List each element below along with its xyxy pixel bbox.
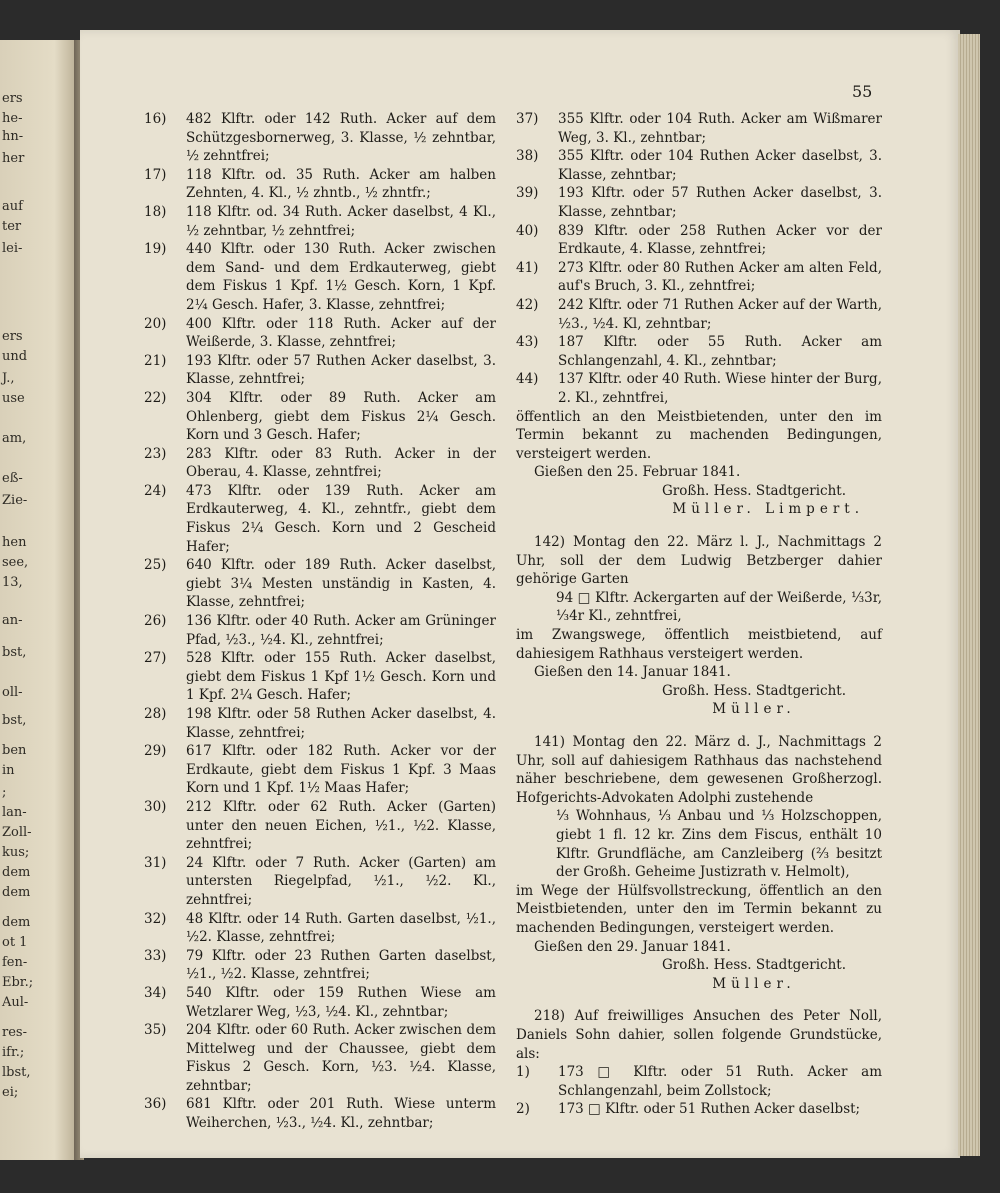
fragment-text: ot 1 xyxy=(2,935,28,950)
entry-number: 33) xyxy=(144,947,167,964)
fragment-text: hn- xyxy=(2,129,24,144)
entry-text: 242 Klftr. oder 71 Ruthen Acker auf der Warth, ½3., ½4. Kl, zehntbar; xyxy=(558,296,882,332)
entry-number: 25) xyxy=(144,557,167,574)
right-column xyxy=(516,110,882,1119)
list-entry xyxy=(516,1063,882,1100)
list-entry xyxy=(516,147,882,184)
entry-number: 43) xyxy=(516,334,539,351)
entry-number: 42) xyxy=(516,296,539,313)
list-entry xyxy=(144,984,496,1021)
entry-number: 18) xyxy=(144,203,167,220)
fragment-text: ers xyxy=(2,91,23,106)
entry-number: 32) xyxy=(144,910,167,927)
entry-number: 29) xyxy=(144,743,167,760)
notice-text: 142) Montag den 22. März l. J., Nachmittags 2 Uhr, soll der dem Ludwig Betzberger dahier gehörige Garten xyxy=(516,534,882,588)
notice-text: im Wege der Hülfsvollstreckung, öffentlich an den Meistbietenden, unter den im Termin bekannt zu machenden Bedingungen, versteigert werden. xyxy=(516,882,882,936)
fragment-text: ers xyxy=(2,329,23,344)
fragment-text: her xyxy=(2,151,25,166)
entry-text: 273 Klftr. oder 80 Ruthen Acker am alten Feld, auf's Bruch, 3. Kl., zehntfrei; xyxy=(558,259,882,295)
fragment-text: Ebr.; xyxy=(2,975,34,990)
entry-text: 440 Klftr. oder 130 Ruth. Acker zwischen dem Sand- und dem Erdkauterweg, giebt dem Fiskus 1 Kpf. 1½ Gesch. Korn, 1 Kpf. 2¼ Gesch. Hafer, 3. Klasse, zehntfrei; xyxy=(186,241,496,313)
entry-number: 34) xyxy=(144,984,167,1001)
entry-number: 30) xyxy=(144,798,167,815)
entry-number: 24) xyxy=(144,482,167,499)
fragment-text: lei- xyxy=(2,241,23,256)
list-entry xyxy=(144,910,496,947)
page-edges xyxy=(958,34,980,1156)
list-entry xyxy=(144,947,496,984)
fragment-text: dem xyxy=(2,865,31,880)
list-entry xyxy=(144,482,496,556)
page-number: 55 xyxy=(852,82,873,101)
fragment-text: Aul- xyxy=(2,995,29,1010)
fragment-text: ; xyxy=(2,785,7,800)
entry-text: 48 Klftr. oder 14 Ruth. Garten daselbst, ½1., ½2. Klasse, zehntfrei; xyxy=(186,910,496,946)
entry-text: 173 □ Klftr. oder 51 Ruthen Acker daselbst; xyxy=(558,1101,861,1118)
list-entry xyxy=(144,110,496,166)
list-entry xyxy=(144,166,496,203)
notice-text: 141) Montag den 22. März d. J., Nachmittags 2 Uhr, soll auf dahiesigem Rathhaus das nachstehend näher beschriebene, dem gewesenen Großherzogl. Hofgerichts-Advokaten Adolphi zustehende xyxy=(516,734,882,806)
list-entry xyxy=(144,854,496,910)
entry-number: 38) xyxy=(516,148,539,165)
entry-text: 137 Klftr. oder 40 Ruth. Wiese hinter der Burg, 2. Kl., zehntfrei, xyxy=(558,371,882,406)
entry-text: 198 Klftr. oder 58 Ruthen Acker daselbst, 4. Klasse, zehntfrei; xyxy=(186,706,496,741)
list-entry xyxy=(144,556,496,612)
entry-text: 640 Klftr. oder 189 Ruth. Acker daselbst, giebt 3¼ Mesten unständig in Kasten, 4. Klasse, zehntfrei; xyxy=(186,557,496,611)
list-entry xyxy=(516,259,882,296)
entry-number: 1) xyxy=(516,1064,530,1081)
entry-text: 118 Klftr. od. 34 Ruth. Acker daselbst, 4 Kl., ½ zehntbar, ½ zehntfrei; xyxy=(186,203,496,239)
list-entry xyxy=(144,240,496,314)
list-entry xyxy=(144,612,496,649)
fragment-text: am, xyxy=(2,431,27,446)
entry-text: 79 Klftr. oder 23 Ruthen Garten daselbst, ½1., ½2. Klasse, zehntfrei; xyxy=(186,947,496,983)
fragment-text: dem xyxy=(2,915,31,930)
entry-number: 22) xyxy=(144,389,167,406)
entry-text: 839 Klftr. oder 258 Ruthen Acker vor der Erdkaute, 4. Klasse, zehntfrei; xyxy=(558,222,882,258)
fragment-text: und xyxy=(2,349,28,364)
fragment-text: 13, xyxy=(2,575,23,590)
closing-text: öffentlich an den Meistbietenden, unter den im Termin bekannt zu machenden Bedingungen, versteigert werden. xyxy=(516,408,882,462)
court-signature: Großh. Hess. Stadtgericht. xyxy=(661,682,847,699)
entry-number: 21) xyxy=(144,352,167,369)
fragment-text: he- xyxy=(2,111,23,126)
entry-number: 39) xyxy=(516,185,539,202)
place-date: Gießen den 25. Februar 1841. xyxy=(534,464,741,481)
fragment-text: Zie- xyxy=(2,493,28,508)
entry-text: 528 Klftr. oder 155 Ruth. Acker daselbst, giebt dem Fiskus 1 Kpf 1½ Gesch. Korn und 1 Kpf. 2¼ Gesch. Hafer; xyxy=(186,650,496,704)
fragment-text: fen- xyxy=(2,955,28,970)
entry-text: 540 Klftr. oder 159 Ruthen Wiese am Wetzlarer Weg, ½3, ½4. Kl., zehntbar; xyxy=(186,984,496,1020)
entry-text: 400 Klftr. oder 118 Ruth. Acker auf der Weißerde, 3. Klasse, zehntfrei; xyxy=(186,315,496,351)
entry-number: 40) xyxy=(516,222,539,239)
entry-text: 118 Klftr. od. 35 Ruth. Acker am halben Zehnten, 4. Kl., ½ zhntb., ½ zhntfr.; xyxy=(186,166,496,202)
entry-text: 355 Klftr. oder 104 Ruth. Acker am Wißmarer Weg, 3. Kl., zehntbar; xyxy=(558,111,882,146)
fragment-text: use xyxy=(2,391,25,406)
fragment-text: dem xyxy=(2,885,31,900)
entry-number: 20) xyxy=(144,315,167,332)
fragment-text: res- xyxy=(2,1025,27,1040)
entry-text: 24 Klftr. oder 7 Ruth. Acker (Garten) am untersten Riegelpfad, ½1., ½2. Kl., zehntfrei; xyxy=(186,854,496,908)
fragment-text: see, xyxy=(2,555,29,570)
fragment-text: an- xyxy=(2,613,23,628)
fragment-text: hen xyxy=(2,535,27,550)
signatory-names: Müller. xyxy=(712,975,796,992)
entry-text: 187 Klftr. oder 55 Ruth. Acker am Schlangenzahl, 4. Kl., zehntbar; xyxy=(558,334,882,369)
fragment-text: bst, xyxy=(2,645,27,660)
entry-number: 44) xyxy=(516,371,539,388)
entry-text: 355 Klftr. oder 104 Ruthen Acker daselbst, 3. Klasse, zehntbar; xyxy=(558,148,882,183)
entry-number: 23) xyxy=(144,445,167,462)
fragment-text: ben xyxy=(2,743,27,758)
entry-number: 28) xyxy=(144,706,167,722)
entry-text: 136 Klftr. oder 40 Ruth. Acker am Grüninger Pfad, ½3., ½4. Kl., zehntfrei; xyxy=(186,613,496,648)
entry-number: 36) xyxy=(144,1096,167,1113)
list-entry xyxy=(144,742,496,798)
entry-text: 681 Klftr. oder 201 Ruth. Wiese unterm Weiherchen, ½3., ½4. Kl., zehntbar; xyxy=(186,1096,496,1132)
list-entry xyxy=(144,649,496,705)
entry-text: 212 Klftr. oder 62 Ruth. Acker (Garten) unter den neuen Eichen, ½1., ½2. Klasse, zehntfrei; xyxy=(186,798,496,853)
notice-text: 218) Auf freiwilliges Ansuchen des Peter Noll, Daniels Sohn dahier, sollen folgende Grundstücke, als: xyxy=(516,1008,882,1062)
entry-number: 31) xyxy=(144,854,167,871)
place-date: Gießen den 29. Januar 1841. xyxy=(534,938,731,955)
entry-text: 193 Klftr. oder 57 Ruthen Acker daselbst, 3. Klasse, zehntbar; xyxy=(558,185,882,220)
entry-text: 283 Klftr. oder 83 Ruth. Acker in der Oberau, 4. Klasse, zehntfrei; xyxy=(186,445,496,481)
entry-text: 473 Klftr. oder 139 Ruth. Acker am Erdkauterweg, 4. Kl., zehntfr., giebt dem Fiskus 2¼ Gesch. Korn und 2 Gescheid Hafer; xyxy=(186,482,496,555)
left-column xyxy=(144,110,496,1133)
list-entry xyxy=(144,352,496,389)
fragment-text: J., xyxy=(2,371,15,386)
entry-number: 37) xyxy=(516,111,539,127)
entry-text: 304 Klftr. oder 89 Ruth. Acker am Ohlenberg, giebt dem Fiskus 2¼ Gesch. Korn und 3 Gesch. Hafer; xyxy=(186,389,496,444)
notice-item: ⅓ Wohnhaus, ⅓ Anbau und ⅓ Holzschoppen, giebt 1 fl. 12 kr. Zins dem Fiscus, enthält 10 Klftr. Grundfläche, am Canzleiberg (⅔ besitzt der Großh. Geheime Justizrath v. Helmolt), xyxy=(556,808,882,881)
list-entry xyxy=(144,1021,496,1095)
entry-number: 27) xyxy=(144,650,167,667)
fragment-text: oll- xyxy=(2,685,23,700)
fragment-text: ei; xyxy=(2,1085,19,1100)
list-entry xyxy=(144,705,496,742)
list-entry xyxy=(144,1095,496,1132)
list-entry xyxy=(144,798,496,854)
list-entry xyxy=(144,315,496,352)
fragment-text: in xyxy=(2,763,15,778)
list-entry xyxy=(144,203,496,240)
list-entry xyxy=(144,389,496,445)
notice-text: im Zwangswege, öffentlich meistbietend, auf dahiesigem Rathhaus versteigert werden. xyxy=(516,627,882,662)
fragment-text: eß- xyxy=(2,471,23,486)
list-entry xyxy=(516,1100,882,1119)
fragment-text: ter xyxy=(2,219,22,234)
place-date: Gießen den 14. Januar 1841. xyxy=(534,664,731,681)
entry-number: 2) xyxy=(516,1101,530,1118)
entry-number: 41) xyxy=(516,259,539,276)
signatory-names: Müller. Limpert. xyxy=(672,501,864,518)
entry-text: 173 □ Klftr. oder 51 Ruth. Acker am Schlangenzahl, beim Zollstock; xyxy=(558,1064,882,1099)
fragment-text: Zoll- xyxy=(2,825,32,840)
list-entry xyxy=(516,222,882,259)
list-entry xyxy=(516,370,882,407)
entry-text: 204 Klftr. oder 60 Ruth. Acker zwischen dem Mittelweg und der Chaussee, giebt dem Fiskus 2 Gesch. Korn, ½3. ½4. Klasse, zehntbar; xyxy=(186,1022,496,1094)
fragment-text: kus; xyxy=(2,845,30,860)
list-entry xyxy=(516,110,882,147)
fragment-text: bst, xyxy=(2,713,27,728)
notice-item: 94 □ Klftr. Ackergarten auf der Weißerde, ⅓3r, ⅓4r Kl., zehntfrei, xyxy=(556,589,882,625)
entry-number: 16) xyxy=(144,111,167,127)
fragment-text: ifr.; xyxy=(2,1045,25,1060)
fragment-text: auf xyxy=(2,199,23,214)
fragment-text: lbst, xyxy=(2,1065,31,1080)
signatory-names: Müller. xyxy=(712,701,796,718)
entry-number: 17) xyxy=(144,166,167,183)
entry-text: 482 Klftr. oder 142 Ruth. Acker auf dem Schützgesbornerweg, 3. Klasse, ½ zehntbar, ½ zehntfrei; xyxy=(186,111,496,165)
entry-text: 617 Klftr. oder 182 Ruth. Acker vor der Erdkaute, giebt dem Fiskus 1 Kpf. 3 Maas Korn und 1 Kpf. 1½ Maas Hafer; xyxy=(186,743,496,797)
notice-item-list xyxy=(516,1063,882,1119)
fragment-text: lan- xyxy=(2,805,27,820)
court-signature: Großh. Hess. Stadtgericht. xyxy=(661,482,847,499)
entry-number: 19) xyxy=(144,241,167,258)
court-signature: Großh. Hess. Stadtgericht. xyxy=(661,957,847,974)
entry-number: 35) xyxy=(144,1022,167,1039)
list-entry xyxy=(516,184,882,221)
list-entry xyxy=(144,445,496,482)
list-entry xyxy=(516,333,882,370)
left-page-fragment xyxy=(0,40,78,1160)
list-entry xyxy=(516,296,882,333)
entry-text: 193 Klftr. oder 57 Ruthen Acker daselbst, 3. Klasse, zehntfrei; xyxy=(186,352,496,388)
entry-number: 26) xyxy=(144,613,167,630)
right-entry-list xyxy=(516,110,882,408)
